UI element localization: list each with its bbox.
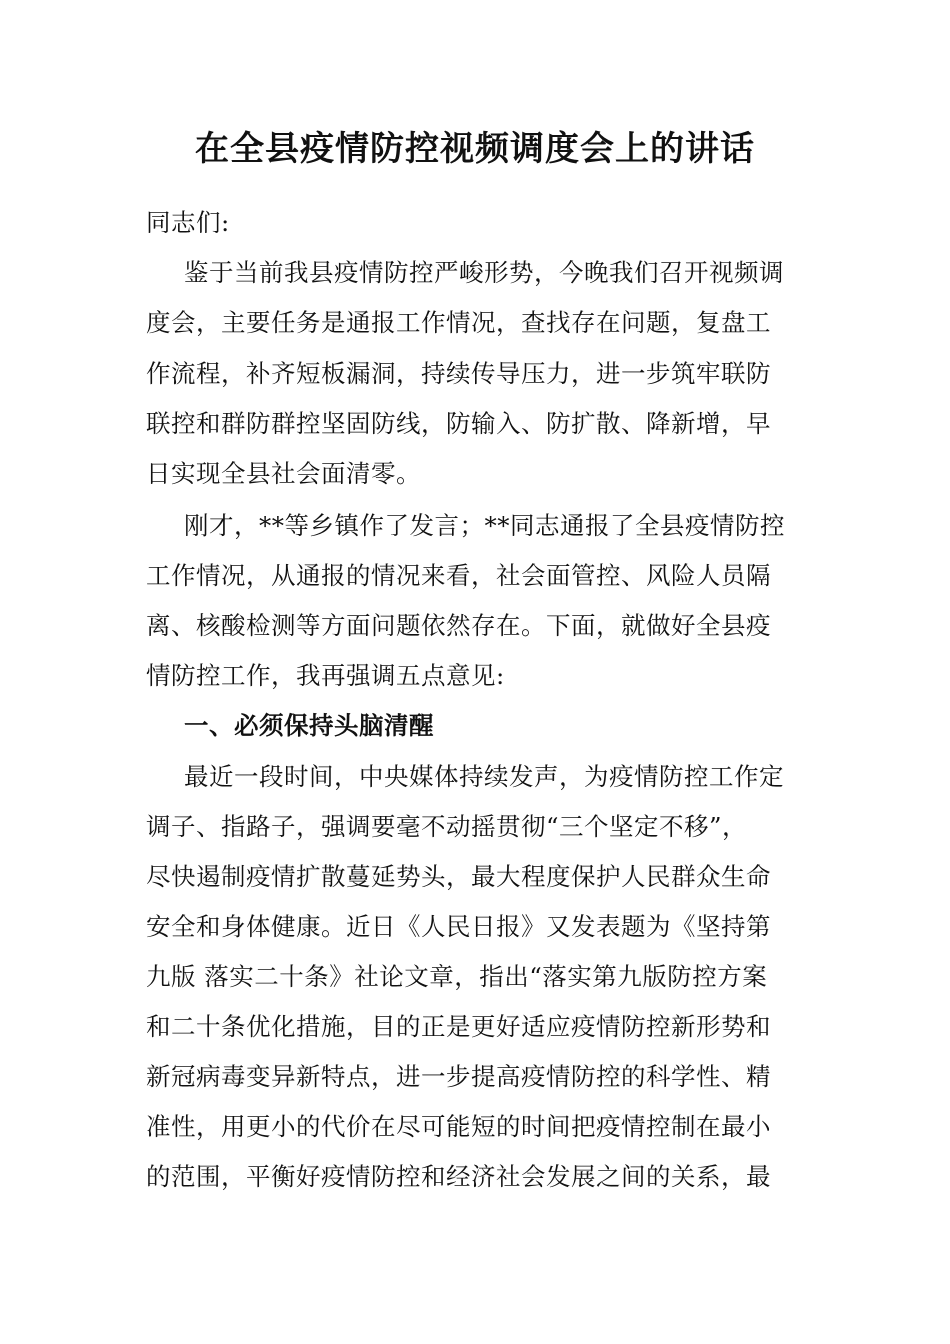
paragraph-1-line-4: 联控和群防群控坚固防线，防输入、防扩散、降新增，早 [146,409,771,438]
document-title: 在全县疫情防控视频调度会上的讲话 [195,129,755,169]
paragraph-3-line-6: 和二十条优化措施，目的正是更好适应疫情防控新形势和 [146,1012,771,1041]
paragraph-2-line-1: 刚才，**等乡镇作了发言；**同志通报了全县疫情防控 [184,511,785,540]
paragraph-2-line-4: 情防控工作，我再强调五点意见: [146,661,505,690]
paragraph-3-line-8: 准性，用更小的代价在尽可能短的时间把疫情控制在最小 [146,1112,771,1141]
paragraph-1-line-2: 度会，主要任务是通报工作情况，查找存在问题，复盘工 [146,308,771,337]
document-body [146,0,798,1344]
paragraph-3-line-3: 尽快遏制疫情扩散蔓延势头，最大程度保护人民群众生命 [146,862,771,891]
paragraph-3-line-4: 安全和身体健康。近日《人民日报》又发表题为《坚持第 [146,912,771,941]
paragraph-3-line-7: 新冠病毒变异新特点，进一步提高疫情防控的科学性、精 [146,1062,771,1091]
section-heading-1: 一、必须保持头脑清醒 [184,711,434,740]
paragraph-1-line-1: 鉴于当前我县疫情防控严峻形势，今晚我们召开视频调 [184,258,784,287]
paragraph-3-line-2: 调子、指路子，强调要毫不动摇贯彻“三个坚定不移”， [146,812,748,841]
paragraph-2-line-3: 离、核酸检测等方面问题依然存在。下面，就做好全县疫 [146,611,771,640]
salutation: 同志们: [146,208,230,237]
paragraph-3-line-1: 最近一段时间，中央媒体持续发声，为疫情防控工作定 [184,762,784,791]
paragraph-3-line-9: 的范围，平衡好疫情防控和经济社会发展之间的关系，最 [146,1162,771,1191]
paragraph-1-line-3: 作流程，补齐短板漏洞，持续传导压力，进一步筑牢联防 [146,359,771,388]
paragraph-3-line-5: 九版 落实二十条》社论文章，指出“落实第九版防控方案 [146,962,768,991]
paragraph-2-line-2: 工作情况，从通报的情况来看，社会面管控、风险人员隔 [146,561,771,590]
paragraph-1-line-5: 日实现全县社会面清零。 [146,459,421,488]
